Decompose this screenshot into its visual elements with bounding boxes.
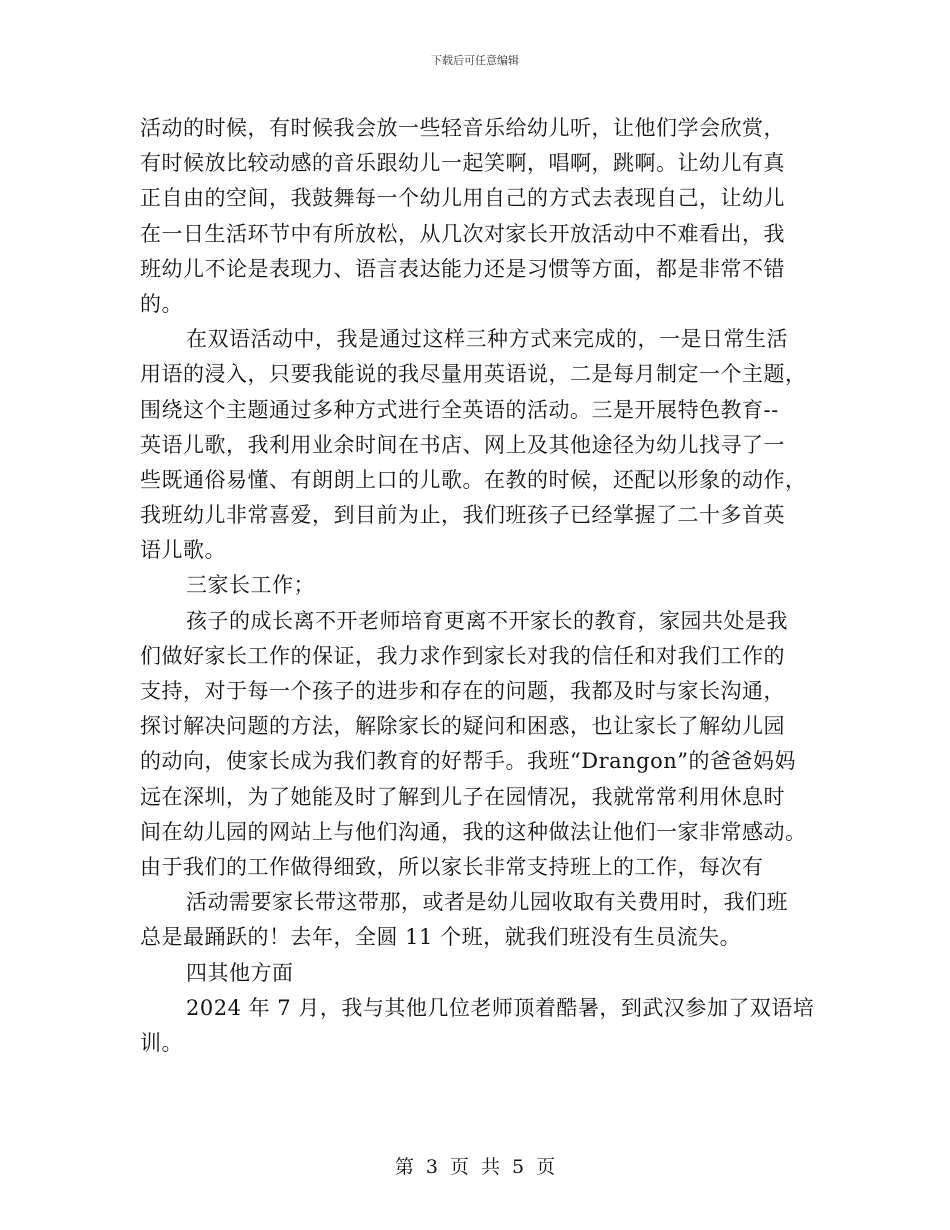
text-line: 总是最踊跃的！去年，全圆 11 个班，就我们班没有生员流失。	[140, 925, 742, 950]
text-line: 的动向，使家长成为我们教育的好帮手。我班“Drangon”的爸爸妈妈	[140, 749, 797, 774]
text-line: 我班幼儿非常喜爱，到目前为止，我们班孩子已经掌握了二十多首英	[140, 503, 785, 528]
text-line: 在双语活动中，我是通过这样三种方式来完成的，一是日常生活	[186, 327, 788, 352]
text-line: 有时候放比较动感的音乐跟幼儿一起笑啊，唱啊，跳啊。让幼儿有真	[140, 151, 785, 176]
text-line: 些既通俗易懂、有朗朗上口的儿歌。在教的时候，还配以形象的动作，	[140, 467, 807, 492]
text-line: 围绕这个主题通过多种方式进行全英语的活动。三是开展特色教育--	[140, 397, 779, 422]
text-line: 英语儿歌，我利用业余时间在书店、网上及其他途径为幼儿找寻了一	[140, 432, 785, 457]
text-line: 活动的时候，有时候我会放一些轻音乐给幼儿听，让他们学会欣赏，	[140, 116, 785, 140]
page-footer: 第 3 页 共 5 页	[394, 1156, 556, 1178]
text-line: 远在深圳，为了她能及时了解到儿子在园情况，我就常常利用休息时	[140, 784, 785, 809]
text-line: 正自由的空间，我鼓舞每一个幼儿用自己的方式去表现自己，让幼儿	[140, 186, 785, 211]
text-line: 在一日生活环节中有所放松，从几次对家长开放活动中不难看出，我	[140, 221, 785, 246]
page-header: 下载后可任意编辑	[431, 54, 519, 67]
text-line: 活动需要家长带这带那，或者是幼儿园收取有关费用时，我们班	[186, 890, 788, 915]
text-line: 四其他方面	[186, 960, 294, 985]
text-line: 间在幼儿园的网站上与他们沟通，我的这种做法让他们一家非常感动。	[140, 819, 807, 844]
text-line: 训。	[140, 1030, 183, 1055]
text-line: 用语的浸入，只要我能说的我尽量用英语说，二是每月制定一个主题，	[140, 362, 807, 387]
text-line: 班幼儿不论是表现力、语言表达能力还是习惯等方面，都是非常不错	[140, 256, 785, 281]
text-line: 2024 年 7 月，我与其他几位老师顶着酷暑，到武汉参加了双语培	[186, 995, 815, 1020]
text-line: 三家长工作；	[186, 573, 315, 598]
text-line: 由于我们的工作做得细致，所以家长非常支持班上的工作，每次有	[140, 854, 764, 879]
text-line: 语儿歌。	[140, 538, 226, 563]
text-line: 支持，对于每一个孩子的进步和存在的问题，我都及时与家长沟通，	[140, 679, 785, 703]
text-line: 们做好家长工作的保证，我力求作到家长对我的信任和对我们工作的	[140, 643, 785, 668]
body-text	[140, 111, 820, 1061]
text-line: 探讨解决问题的方法，解除家长的疑问和困惑，也让家长了解幼儿园	[140, 714, 785, 739]
text-line: 的。	[140, 291, 183, 316]
text-line: 孩子的成长离不开老师培育更离不开家长的教育，家园共处是我	[186, 608, 788, 633]
